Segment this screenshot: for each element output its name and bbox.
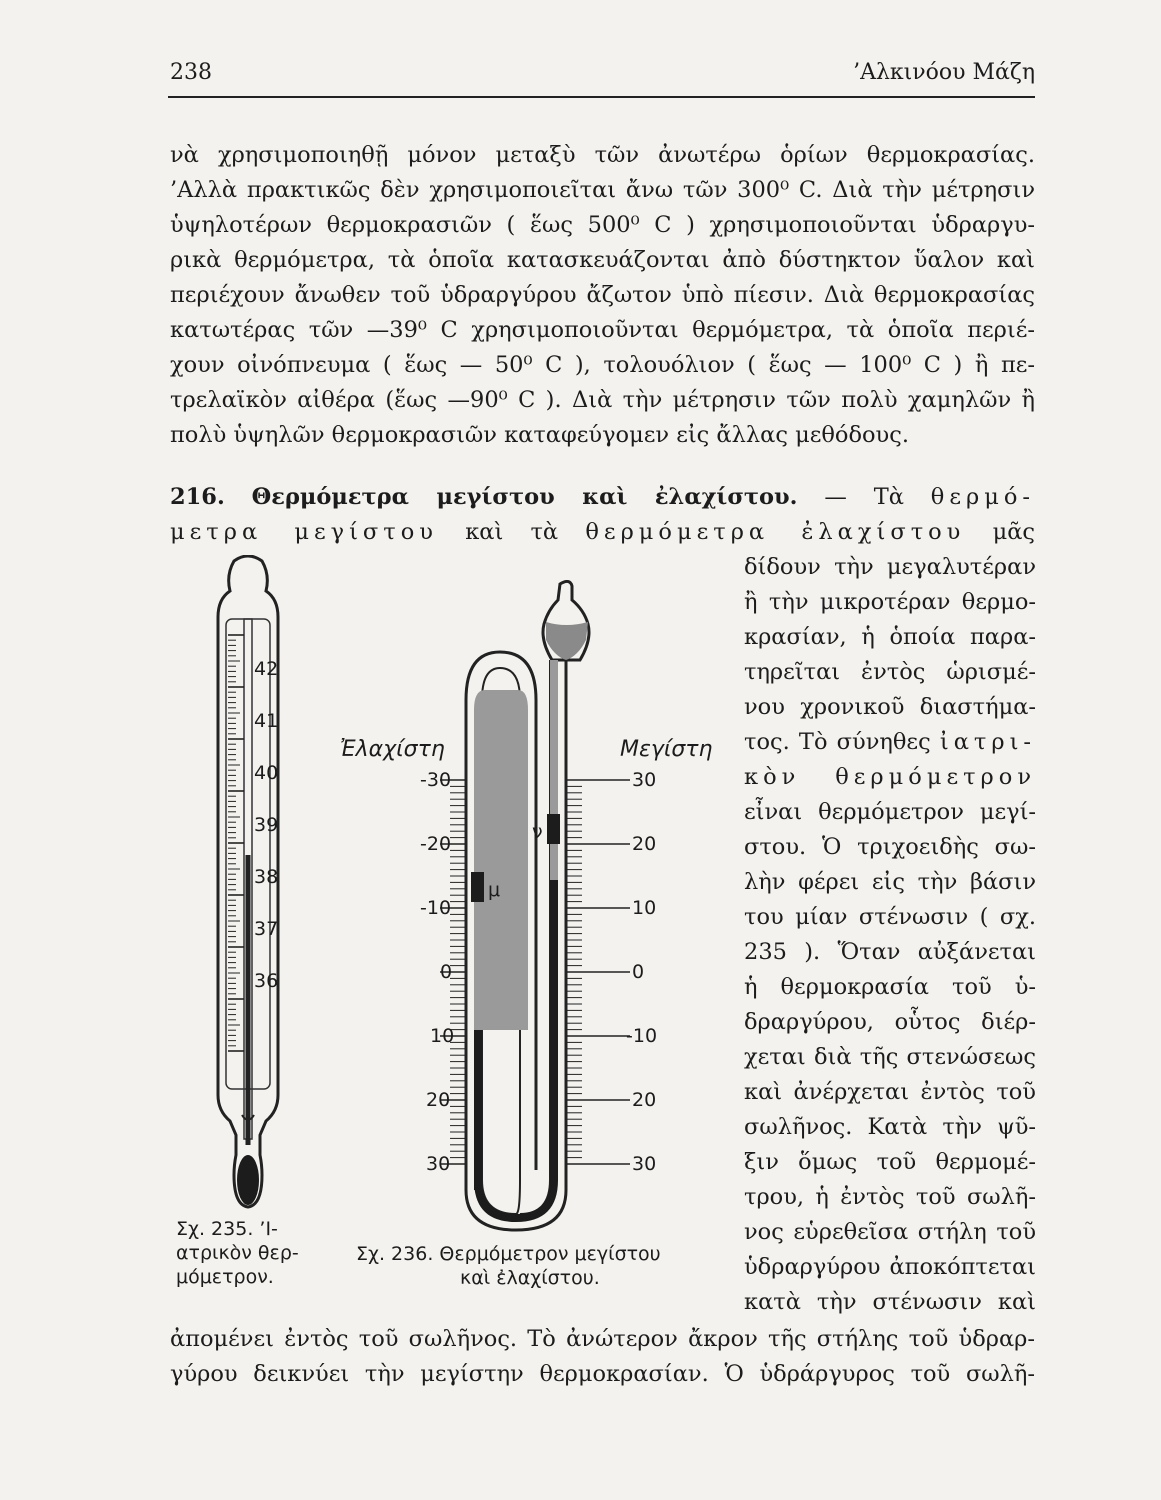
- right-scale-label: 10: [632, 897, 657, 919]
- text-line: ἢ τὴν μικροτέραν θερμο-: [744, 589, 1036, 615]
- text-line: ἡ θερμοκρασία τοῦ ὑ-: [744, 974, 1036, 1000]
- text-line: χουν οἰνόπνευμα ( ἕως — 50⁰ C ), τολουόλιον ( ἕως — 100⁰ C ) ἢ πε-: [170, 352, 1035, 378]
- running-head: ’Αλκινόου Μάζη: [853, 60, 1035, 85]
- text-line: ξιν ὅμως τοῦ θερμομέ-: [744, 1149, 1036, 1175]
- scale-label: 38: [254, 866, 279, 888]
- right-scale-label: 30: [632, 1153, 657, 1175]
- right-scale-label: 20: [632, 1089, 657, 1111]
- section-number: 216.: [170, 484, 225, 510]
- caption-line: μόμετρον.: [176, 1266, 274, 1288]
- text-line: τρου, ἡ ἐντὸς τοῦ σωλῆ-: [744, 1184, 1036, 1210]
- left-scale-label: 0: [440, 961, 453, 983]
- maximum-label: Μεγίστη: [620, 737, 713, 762]
- heading-line-1: [170, 480, 1035, 515]
- text-line: νου χρονικοῦ διαστήμα-: [744, 694, 1036, 720]
- scale-label: 40: [254, 762, 279, 784]
- text-line: καὶ ἀνέρχεται ἐντὸς τοῦ: [744, 1079, 1036, 1105]
- caption-line: ατρικὸν θερ-: [176, 1242, 299, 1264]
- alcohol-left-limb: [474, 690, 528, 1030]
- text-line: [744, 725, 1036, 760]
- caption-line: καὶ ἐλαχίστου.: [460, 1267, 600, 1289]
- mercury-right: [550, 880, 558, 1180]
- spaced-term: θερμό-: [930, 484, 1035, 510]
- caption-line: Σχ. 235. ’Ι-: [176, 1218, 278, 1240]
- right-scale-label: -10: [626, 1025, 658, 1047]
- left-scale-label: 20: [426, 1089, 451, 1111]
- left-scale-label: -10: [420, 897, 452, 919]
- text-line: τρελαϊκὸν αἰθέρα (ἕως —90⁰ C ). Διὰ τὴν μέτρησιν τῶν πολὺ χαμηλῶν ἢ: [170, 387, 1035, 413]
- section-title: Θερμόμετρα μεγίστου καὶ ἐλαχίστου.: [251, 484, 798, 510]
- text-line: ρικὰ θερμόμετρα, τὰ ὁποῖα κατασκευάζονται ἀπὸ δύστηκτον ὕαλον καὶ: [170, 247, 1035, 273]
- text-line: χεται διὰ τῆς στενώσεως: [744, 1044, 1036, 1070]
- mercury-bulb: [237, 1155, 259, 1205]
- right-scale-label: 20: [632, 833, 657, 855]
- spaced-term: ἰατρι-: [939, 729, 1037, 755]
- alcohol-right-limb: [550, 660, 558, 880]
- left-scale-label: -30: [420, 769, 452, 791]
- header-rule: [168, 96, 1035, 98]
- left-scale-label: -20: [420, 833, 452, 855]
- clinical-thermometer-drawing: [196, 555, 300, 1215]
- scale-label: 41: [254, 710, 279, 732]
- scale-label: 39: [254, 814, 279, 836]
- connector-text: μᾶς: [992, 519, 1036, 545]
- text-line: ὑψηλοτέρων θερμοκρασιῶν ( ἕως 500⁰ C ) χρησιμοποιοῦνται ὑδραργυ-: [170, 212, 1035, 238]
- bottom-paragraph: [170, 1322, 1035, 1392]
- text-line: περιέχουν ἄνωθεν τοῦ ὑδραργύρου ἄζωτον ὑπὸ πίεσιν. Διὰ θερμοκρασίας: [170, 282, 1035, 308]
- figure-236: [340, 580, 730, 1240]
- heading-line-2: [170, 515, 1035, 550]
- index-nu: [547, 814, 560, 844]
- text-line: κὸν θερμόμετρον: [744, 764, 1036, 790]
- text-line: ’Αλλὰ πρακτικῶς δὲν χρησιμοποιεῖται ἄνω τῶν 300⁰ C. Διὰ τὴν μέτρησιν: [170, 177, 1035, 203]
- section-dash: — Τὰ: [824, 484, 904, 510]
- left-scale-label: 10: [430, 1025, 455, 1047]
- right-scale-label: 0: [632, 961, 645, 983]
- scale-label: 37: [254, 918, 279, 940]
- text-line: εἶναι θερμόμετρον μεγί-: [744, 799, 1036, 825]
- text-line: πολὺ ὑψηλῶν θερμοκρασιῶν καταφεύγομεν εἰς ἄλλας μεθόδους.: [170, 422, 909, 448]
- page-number: 238: [170, 60, 212, 85]
- text-line: λὴν φέρει εἰς τὴν βάσιν: [744, 869, 1036, 895]
- minimum-label: Ἐλαχίστη: [340, 737, 445, 762]
- text-line: νος εὑρεθεῖσα στήλη τοῦ: [744, 1219, 1036, 1245]
- mercury-column: [246, 855, 251, 1145]
- caption-line: Σχ. 236. Θερμόμετρον μεγίστου: [356, 1243, 661, 1265]
- text-line: κατωτέρας τῶν —39⁰ C χρησιμοποιοῦνται θερμόμετρα, τὰ ὁποῖα περιέ-: [170, 317, 1035, 343]
- spaced-term: μετρα μεγίστου: [170, 519, 438, 545]
- mercury-left: [474, 1030, 482, 1190]
- mercury-bottom: [474, 1180, 558, 1222]
- side-column: [744, 550, 1036, 1320]
- text-fragment: τος. Τὸ σύνηθες: [744, 729, 931, 755]
- text-line: στου. Ὁ τριχοειδὴς σω-: [744, 834, 1036, 860]
- scale-label: 36: [254, 970, 279, 992]
- figure-235-caption: [176, 1217, 336, 1289]
- text-line: δίδουν τὴν μεγαλυτέραν: [744, 554, 1036, 580]
- scale-ticks: [228, 635, 244, 1051]
- index-mu: [471, 872, 484, 902]
- text-line: κρασίαν, ἡ ὁποία παρα-: [744, 624, 1036, 650]
- text-line: ἀπομένει ἐντὸς τοῦ σωλῆνος. Τὸ ἀνώτερον ἄκρον τῆς στήλης τοῦ ὑδραρ-: [170, 1326, 1035, 1352]
- figure-235: [196, 555, 300, 1215]
- section-heading: [170, 480, 1035, 550]
- left-scale-label: 30: [426, 1153, 451, 1175]
- text-line: 235 ). Ὅταν αὐξάνεται: [744, 939, 1036, 965]
- text-line: του μίαν στένωσιν ( σχ.: [744, 904, 1036, 930]
- index-mu-label: μ: [488, 879, 501, 901]
- text-line: ὑδραργύρου ἀποκόπτεται: [744, 1254, 1036, 1280]
- text-line: κατὰ τὴν στένωσιν καὶ: [744, 1289, 1036, 1315]
- spaced-term: θερμόμετρα ἐλαχίστου: [585, 519, 966, 545]
- text-line: νὰ χρησιμοποιηθῇ μόνον μεταξὺ τῶν ἀνωτέρω ὁρίων θερμοκρασίας.: [170, 142, 1035, 168]
- max-min-thermometer-drawing: [340, 580, 730, 1240]
- index-nu-label: ν: [532, 821, 543, 843]
- text-line: σωλῆνος. Κατὰ τὴν ψῦ-: [744, 1114, 1036, 1140]
- text-line: δραργύρου, οὗτος διέρ-: [744, 1009, 1036, 1035]
- connector-text: καὶ τὰ: [465, 519, 559, 545]
- figure-236-caption: [356, 1242, 716, 1290]
- text-line: τηρεῖται ἐντὸς ὡρισμέ-: [744, 659, 1036, 685]
- text-line: γύρου δεικνύει τὴν μεγίστην θερμοκρασίαν. Ὁ ὑδράργυρος τοῦ σωλῆ-: [170, 1361, 1035, 1387]
- intro-paragraph: [170, 138, 1035, 453]
- right-scale-label: 30: [632, 769, 657, 791]
- scale-label: 42: [254, 658, 279, 680]
